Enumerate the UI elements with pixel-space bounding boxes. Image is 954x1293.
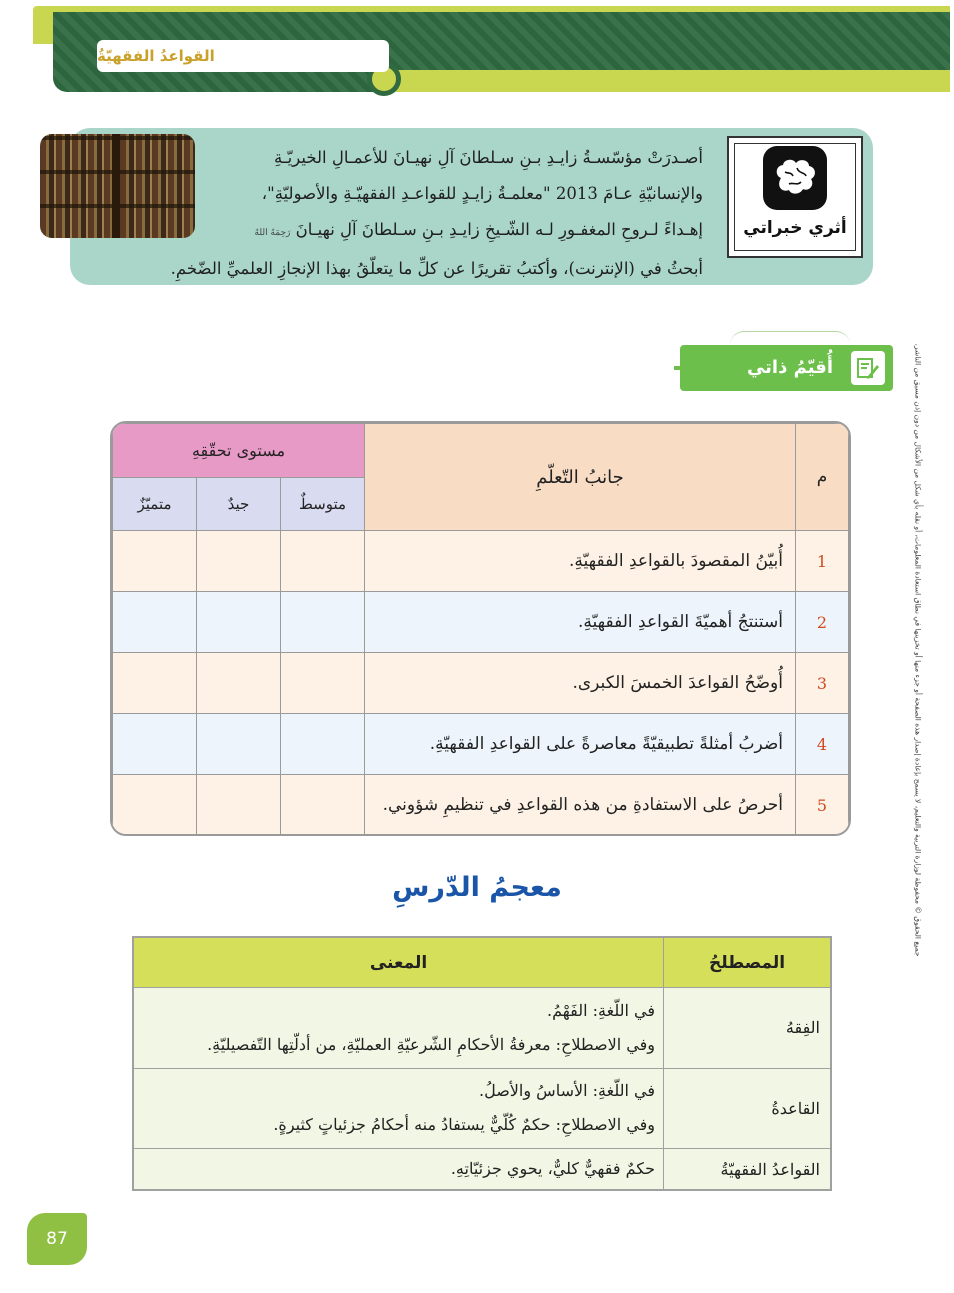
table-row <box>113 653 849 714</box>
rating-cell-excellent[interactable] <box>113 531 197 592</box>
honorific: رَحِمَهُ اللهُ <box>254 228 291 238</box>
glossary-row <box>134 1149 831 1190</box>
self-assessment-text: أُقيّمُ ذاتي <box>746 357 833 378</box>
table-row <box>113 592 849 653</box>
table-row <box>113 714 849 775</box>
rating-cell-average[interactable] <box>281 775 365 836</box>
glossary-row <box>134 1068 831 1149</box>
meaning-line: حكمٌ فقهيٌّ كليٌّ، يحوي جزئيّاتِهِ. <box>450 1159 655 1179</box>
rating-cell-good[interactable] <box>197 775 281 836</box>
glossary-meaning <box>134 1149 664 1190</box>
level-excellent: متميّزٌ <box>113 478 197 531</box>
glossary-term: القواعدُ الفقهيّةُ <box>664 1149 831 1190</box>
col-header-level: مستوى تحقّقِهِ <box>113 424 365 478</box>
experience-badge <box>727 136 863 258</box>
glossary-meaning <box>134 1068 664 1149</box>
row-number: 2 <box>796 592 849 653</box>
row-number: 5 <box>796 775 849 836</box>
header-banner <box>33 6 950 92</box>
rating-cell-average[interactable] <box>281 531 365 592</box>
glossary-col-term: المصطلحُ <box>664 938 831 988</box>
glossary-term: القاعدةُ <box>664 1068 831 1149</box>
self-assessment-label <box>680 345 893 391</box>
bookshelf-image <box>40 134 195 238</box>
glossary-row <box>134 988 831 1069</box>
col-header-m: م <box>796 424 849 531</box>
rating-cell-average[interactable] <box>281 592 365 653</box>
rating-cell-average[interactable] <box>281 653 365 714</box>
table-row <box>113 775 849 836</box>
rating-cell-good[interactable] <box>197 653 281 714</box>
brain-icon <box>763 146 827 210</box>
rating-cell-excellent[interactable] <box>113 592 197 653</box>
glossary-term: الفِقهُ <box>664 988 831 1069</box>
table-row <box>113 531 849 592</box>
assessment-table <box>110 421 851 836</box>
meaning-line: وفي الاصطلاحِ: معرفةُ الأحكامِ الشّرعيّةِ العمليّةِ، من أدلّتِها التّفصيليّةِ. <box>207 1034 655 1054</box>
copyright-notice <box>910 300 926 1000</box>
copyright-text: جميع الحقوق © محفوظة لوزارة التربية والتعليم، لا يسمح بإعادة إصدار هذه الصفحة أو جزء منها أو تخزينها في نطاق استعادة المعلومات، أو نقله بأي شكل من الأشكال من دون إذن مسبق من الناشر. <box>913 343 923 957</box>
col-header-aspect: جانبُ التّعلّمِ <box>365 424 796 531</box>
row-aspect: أحرصُ على الاستفادةِ من هذه القواعدِ في تنظيمِ شؤوني. <box>365 775 796 836</box>
meaning-line: في اللّغةِ: الأساسُ والأصلُ. <box>478 1081 655 1101</box>
rating-cell-excellent[interactable] <box>113 714 197 775</box>
experience-line-2: والإنسانيّةِ عـامَ 2013 "معلمـةُ زايـدٍ للقواعـدِ الفقهيّـةِ والأصوليّةِ"، <box>261 184 703 203</box>
experience-line-3: إهـداءً لـروحِ المغفـورِ لـه الشّـيخِ زايـدِ بـنِ سـلطانَ آلِ نهيـانَ رَحِمَهُ اللهُ <box>254 220 703 239</box>
row-number: 3 <box>796 653 849 714</box>
level-average: متوسطٌ <box>281 478 365 531</box>
banner-bottom-line <box>388 70 950 92</box>
rating-cell-excellent[interactable] <box>113 653 197 714</box>
row-aspect: أستنتجُ أهميّةَ القواعدِ الفقهيّةِ. <box>365 592 796 653</box>
meaning-line: وفي الاصطلاحِ: حكمٌ كُلّيٌّ يستفادُ منه أحكامُ جزئياتٍ كثيرةٍ. <box>273 1115 655 1135</box>
experience-line-1: أصـدرَتْ مؤسّسـةُ زايـدِ بـنِ سـلطانَ آلِ نهيـانَ للأعمـالِ الخيريّـةِ <box>273 148 703 167</box>
glossary-table <box>132 936 832 1191</box>
glossary-title: معجمُ الدّرسِ <box>392 872 562 903</box>
meaning-line: في اللّغةِ: الفَهْمُ. <box>547 1000 655 1020</box>
experience-line-4: أبحثُ في (الإنترنت)، وأكتبُ تقريرًا عن كلِّ ما يتعلّقُ بهذا الإنجازِ العلميِّ الضّخمِ. <box>170 259 703 278</box>
row-number: 1 <box>796 531 849 592</box>
row-aspect: أُبيّنُ المقصودَ بالقواعدِ الفقهيّةِ. <box>365 531 796 592</box>
rating-cell-excellent[interactable] <box>113 775 197 836</box>
row-aspect: أضربُ أمثلةً تطبيقيّةً معاصرةً على القواعدِ الفقهيّةِ. <box>365 714 796 775</box>
row-number: 4 <box>796 714 849 775</box>
rating-cell-good[interactable] <box>197 714 281 775</box>
experience-badge-label: أثري خبراتي <box>743 218 847 238</box>
rating-cell-good[interactable] <box>197 592 281 653</box>
rating-cell-good[interactable] <box>197 531 281 592</box>
page-number: 87 <box>27 1213 87 1265</box>
checklist-pen-icon <box>851 351 885 385</box>
rating-cell-average[interactable] <box>281 714 365 775</box>
lesson-title: القواعدُ الفقهيّةُ <box>97 40 389 72</box>
row-aspect: أُوضّحُ القواعدَ الخمسَ الكبرى. <box>365 653 796 714</box>
glossary-col-meaning: المعنى <box>134 938 664 988</box>
level-good: جيدٌ <box>197 478 281 531</box>
glossary-meaning <box>134 988 664 1069</box>
experience-box <box>70 128 873 285</box>
